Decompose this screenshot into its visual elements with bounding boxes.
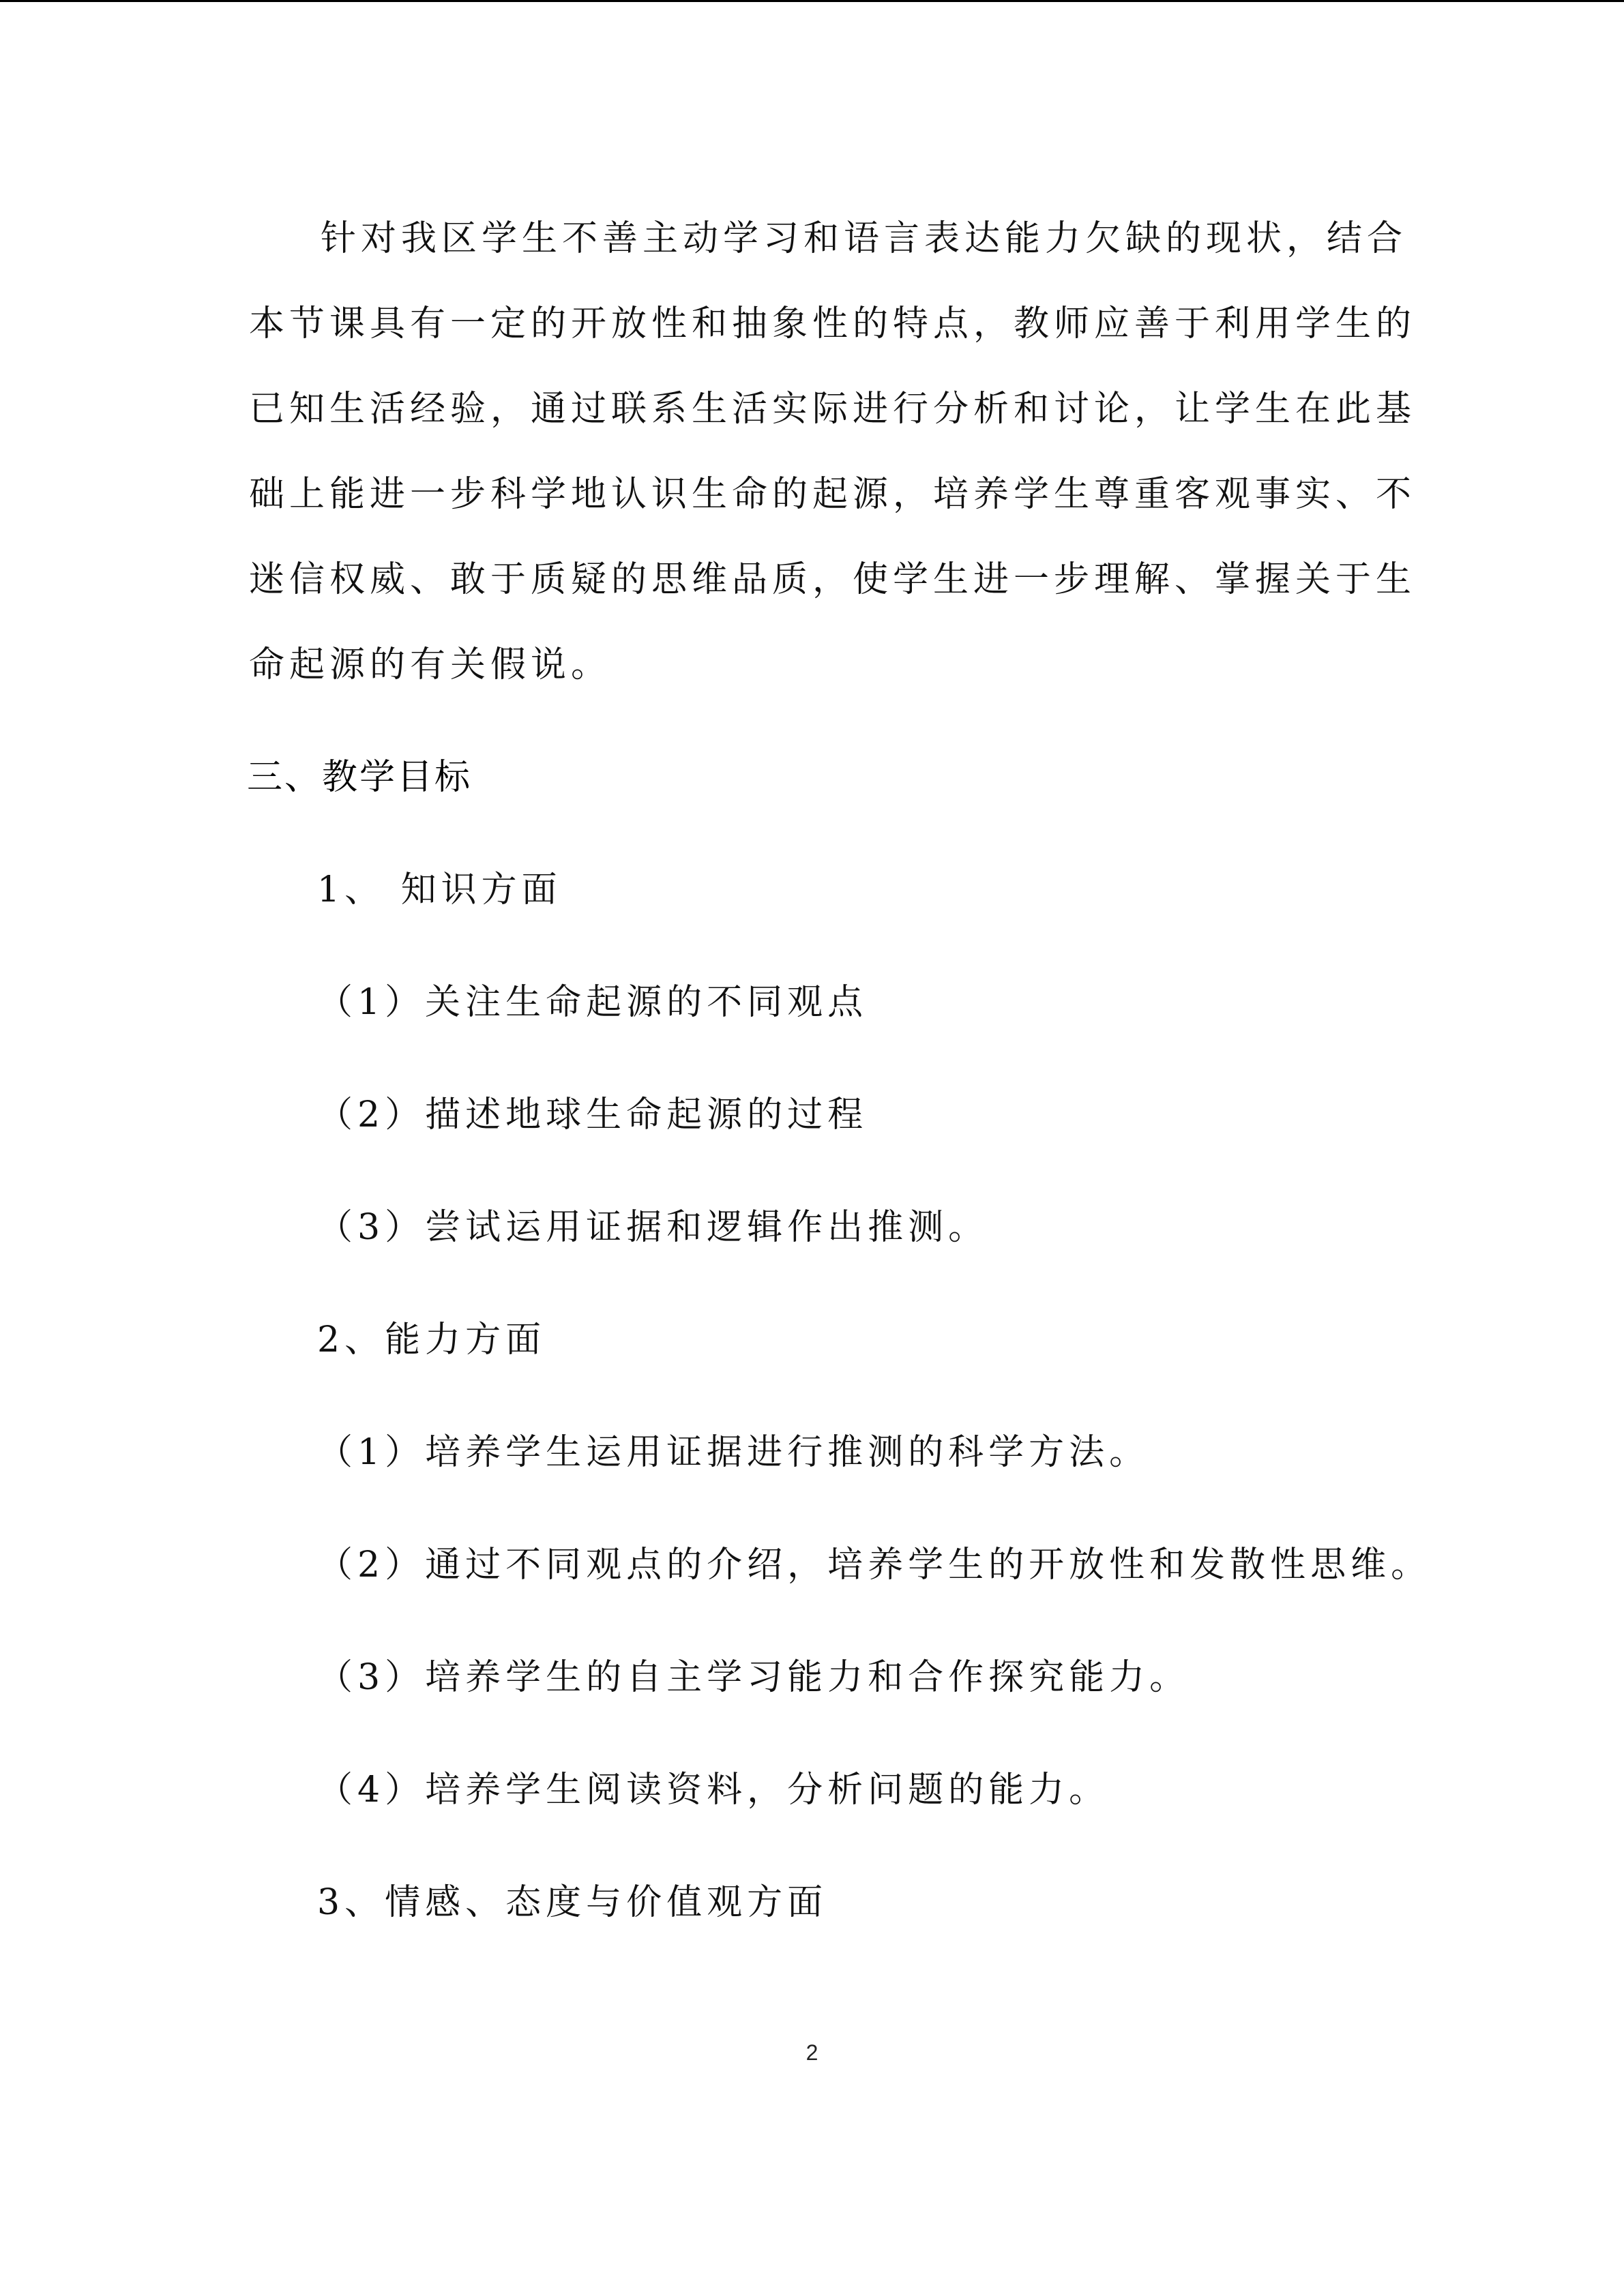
paragraph-line: 本节课具有一定的开放性和抽象性的特点，教师应善于利用学生的 xyxy=(249,303,1417,344)
ability-item: （2）通过不同观点的介绍，培养学生的开放性和发散性思维。 xyxy=(317,1545,1432,1585)
paragraph-line: 命起源的有关假说。 xyxy=(249,644,612,685)
knowledge-item: （1）关注生命起源的不同观点 xyxy=(317,982,868,1023)
knowledge-item: （3）尝试运用证据和逻辑作出推测。 xyxy=(317,1207,989,1248)
paragraph-line: 已知生活经验，通过联系生活实际进行分析和讨论，让学生在此基 xyxy=(249,389,1417,430)
page-top-border xyxy=(0,0,1624,2)
knowledge-item: （2）描述地球生命起源的过程 xyxy=(317,1094,868,1135)
knowledge-title: 1、 知识方面 xyxy=(317,869,562,910)
section-heading: 三、教学目标 xyxy=(247,757,473,798)
paragraph-line: 针对我区学生不善主动学习和语言表达能力欠缺的现状，结合 xyxy=(321,218,1408,259)
paragraph-line: 迷信权威、敢于质疑的思维品质，使学生进一步理解、掌握关于生 xyxy=(249,559,1417,600)
emotion-title: 3、情感、态度与价值观方面 xyxy=(317,1882,828,1923)
ability-title: 2、能力方面 xyxy=(317,1320,546,1360)
ability-item: （4）培养学生阅读资料，分析问题的能力。 xyxy=(317,1770,1110,1810)
ability-item: （3）培养学生的自主学习能力和合作探究能力。 xyxy=(317,1657,1190,1698)
page-number: 2 xyxy=(806,2040,818,2065)
ability-item: （1）培养学生运用证据进行推测的科学方法。 xyxy=(317,1432,1150,1473)
paragraph-line: 础上能进一步科学地认识生命的起源，培养学生尊重客观事实、不 xyxy=(249,474,1417,515)
